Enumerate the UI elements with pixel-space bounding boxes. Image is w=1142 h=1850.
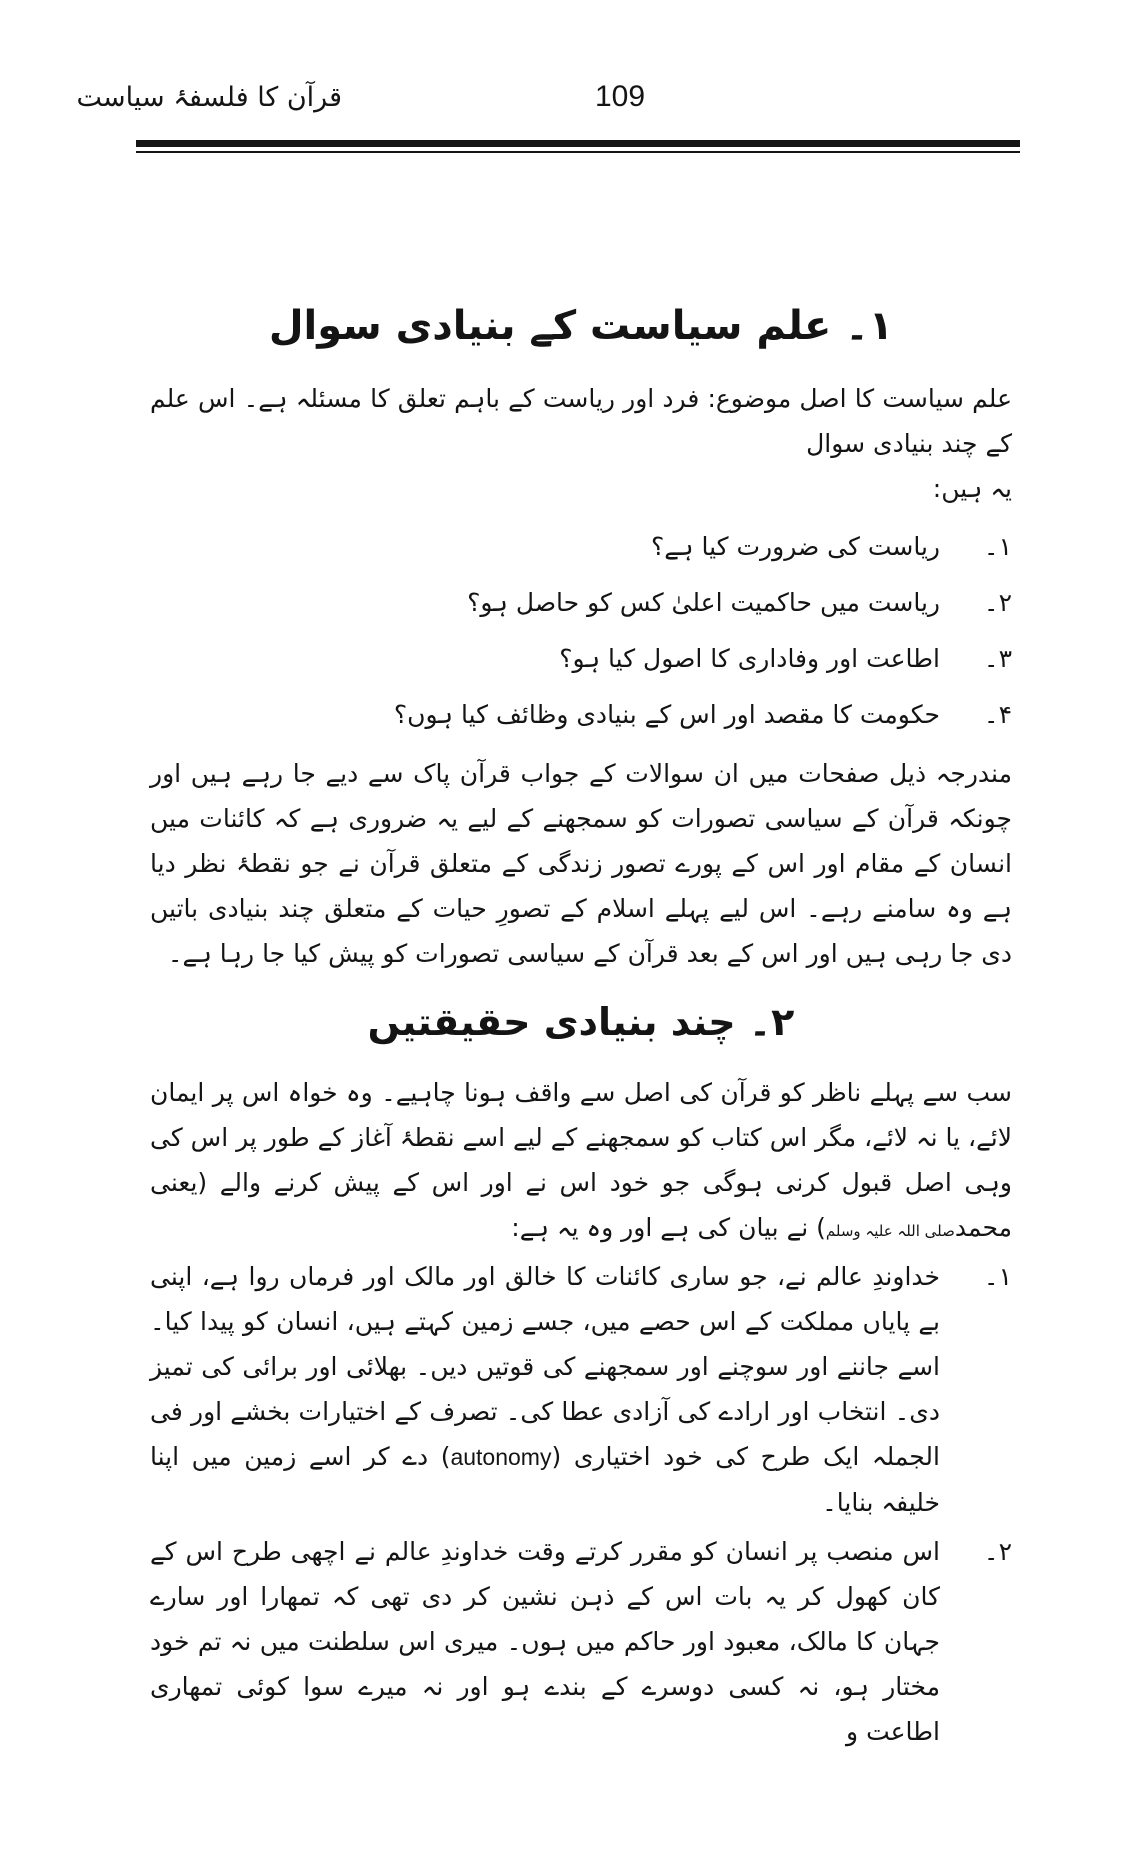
question-number: ۳۔: [983, 644, 1012, 673]
section-2-intro-end: ) نے بیان کی ہے اور وہ یہ ہے:: [511, 1213, 826, 1242]
honorific-text: صلی اللہ علیہ وسلم: [825, 1222, 955, 1240]
question-text: ریاست کی ضرورت کیا ہے؟: [650, 532, 940, 561]
latin-term: autonomy: [450, 1444, 552, 1470]
section-2-intro-start: سب سے پہلے ناظر کو قرآن کی اصل سے واقف ہونا چاہیے۔ وہ خواہ اس پر ایمان لائے، یا نہ لائے، مگر اس کتاب کو سمجھنے کے لیے اسے نقطۂ آغاز کے طور پر اس کی وہی اصل قبول کرنی ہوگی جو خود اس نے اور اس کے پیش کرنے والے (یعنی محمد: [150, 1078, 1012, 1242]
page-content: [150, 296, 1012, 1758]
list-item: [150, 1529, 1012, 1754]
point-number: ۲۔: [983, 1537, 1012, 1566]
section-1-paragraph: مندرجہ ذیل صفحات میں ان سوالات کے جواب قرآن پاک سے دیے جا رہے ہیں اور چونکہ قرآن کے سیاسی تصورات کو سمجھنے کے لیے یہ ضروری ہے کہ کائنات میں انسان کے مقام اور اس کے پورے تصور زندگی کے متعلق قرآن نے جو نقطۂ نظر دیا ہے وہ سامنے رہے۔ اس لیے پہلے اسلام کے تصورِ حیات کے متعلق چند بنیادی باتیں دی جا رہی ہیں اور اس کے بعد قرآن کے سیاسی تصورات کو پیش کیا جا رہا ہے۔: [150, 759, 1012, 968]
header-rule-thin: [136, 151, 1020, 153]
list-item: [150, 687, 1012, 743]
section-2-heading: ۲۔ چند بنیادی حقیقتیں: [367, 1000, 795, 1044]
running-title: قرآن کا فلسفۂ سیاست: [76, 82, 342, 113]
list-item: [150, 575, 1012, 631]
question-list: [150, 519, 1012, 743]
point-text: [150, 1254, 940, 1525]
question-text: اطاعت اور وفاداری کا اصول کیا ہو؟: [559, 644, 940, 673]
list-item: [150, 519, 1012, 575]
point-number: ۱۔: [983, 1262, 1012, 1291]
question-number: ۲۔: [983, 588, 1012, 617]
section-1-intro-tail: یہ ہیں:: [932, 474, 1012, 503]
question-number: ۱۔: [983, 532, 1012, 561]
header-rule-thick: [136, 140, 1020, 147]
question-text: ریاست میں حاکمیت اعلیٰ کس کو حاصل ہو؟: [467, 588, 940, 617]
list-item: [150, 631, 1012, 687]
question-text: حکومت کا مقصد اور اس کے بنیادی وظائف کیا ہوں؟: [393, 700, 940, 729]
section-1-intro: علم سیاست کا اصل موضوع: فرد اور ریاست کے باہم تعلق کا مسئلہ ہے۔ اس علم کے چند بنیادی سوال: [150, 384, 1012, 458]
point-1-text-start: خداوندِ عالم نے، جو ساری کائنات کا خالق اور مالک اور فرماں روا ہے، اپنی بے پایاں مملکت کے اس حصے میں، جسے زمین کہتے ہیں، انسان کو پیدا کیا۔ اسے جاننے اور سوچنے اور سمجھنے کی قوتیں دیں۔ بھلائی اور برائی کی تمیز دی۔ انتخاب اور ارادے کی آزادی عطا کی۔ تصرف کے اختیارات بخشے اور فی الجملہ ایک طرح کی خود اختیاری (: [150, 1262, 940, 1471]
section-2-intro: [150, 1070, 1012, 1254]
point-1-text-end: ) دے کر اسے زمین میں اپنا خلیفہ بنایا۔: [150, 1442, 940, 1517]
question-number: ۴۔: [983, 700, 1012, 729]
page-number: 109: [594, 80, 646, 113]
point-text: اس منصب پر انسان کو مقرر کرتے وقت خداوندِ عالم نے اچھی طرح اس کے کان کھول کر یہ بات اس کے ذہن نشین کر دی تھی کہ تمھارا اور سارے جہان کا مالک، معبود اور حاکم میں ہوں۔ میری اس سلطنت میں نہ تم خود مختار ہو، نہ کسی دوسرے کے بندے ہو اور نہ میرے سوا کوئی تمھاری اطاعت و: [150, 1537, 940, 1746]
section-1-heading: ۱۔ علم سیاست کے بنیادی سوال: [268, 303, 894, 349]
points-list: [150, 1254, 1012, 1754]
list-item: [150, 1254, 1012, 1525]
